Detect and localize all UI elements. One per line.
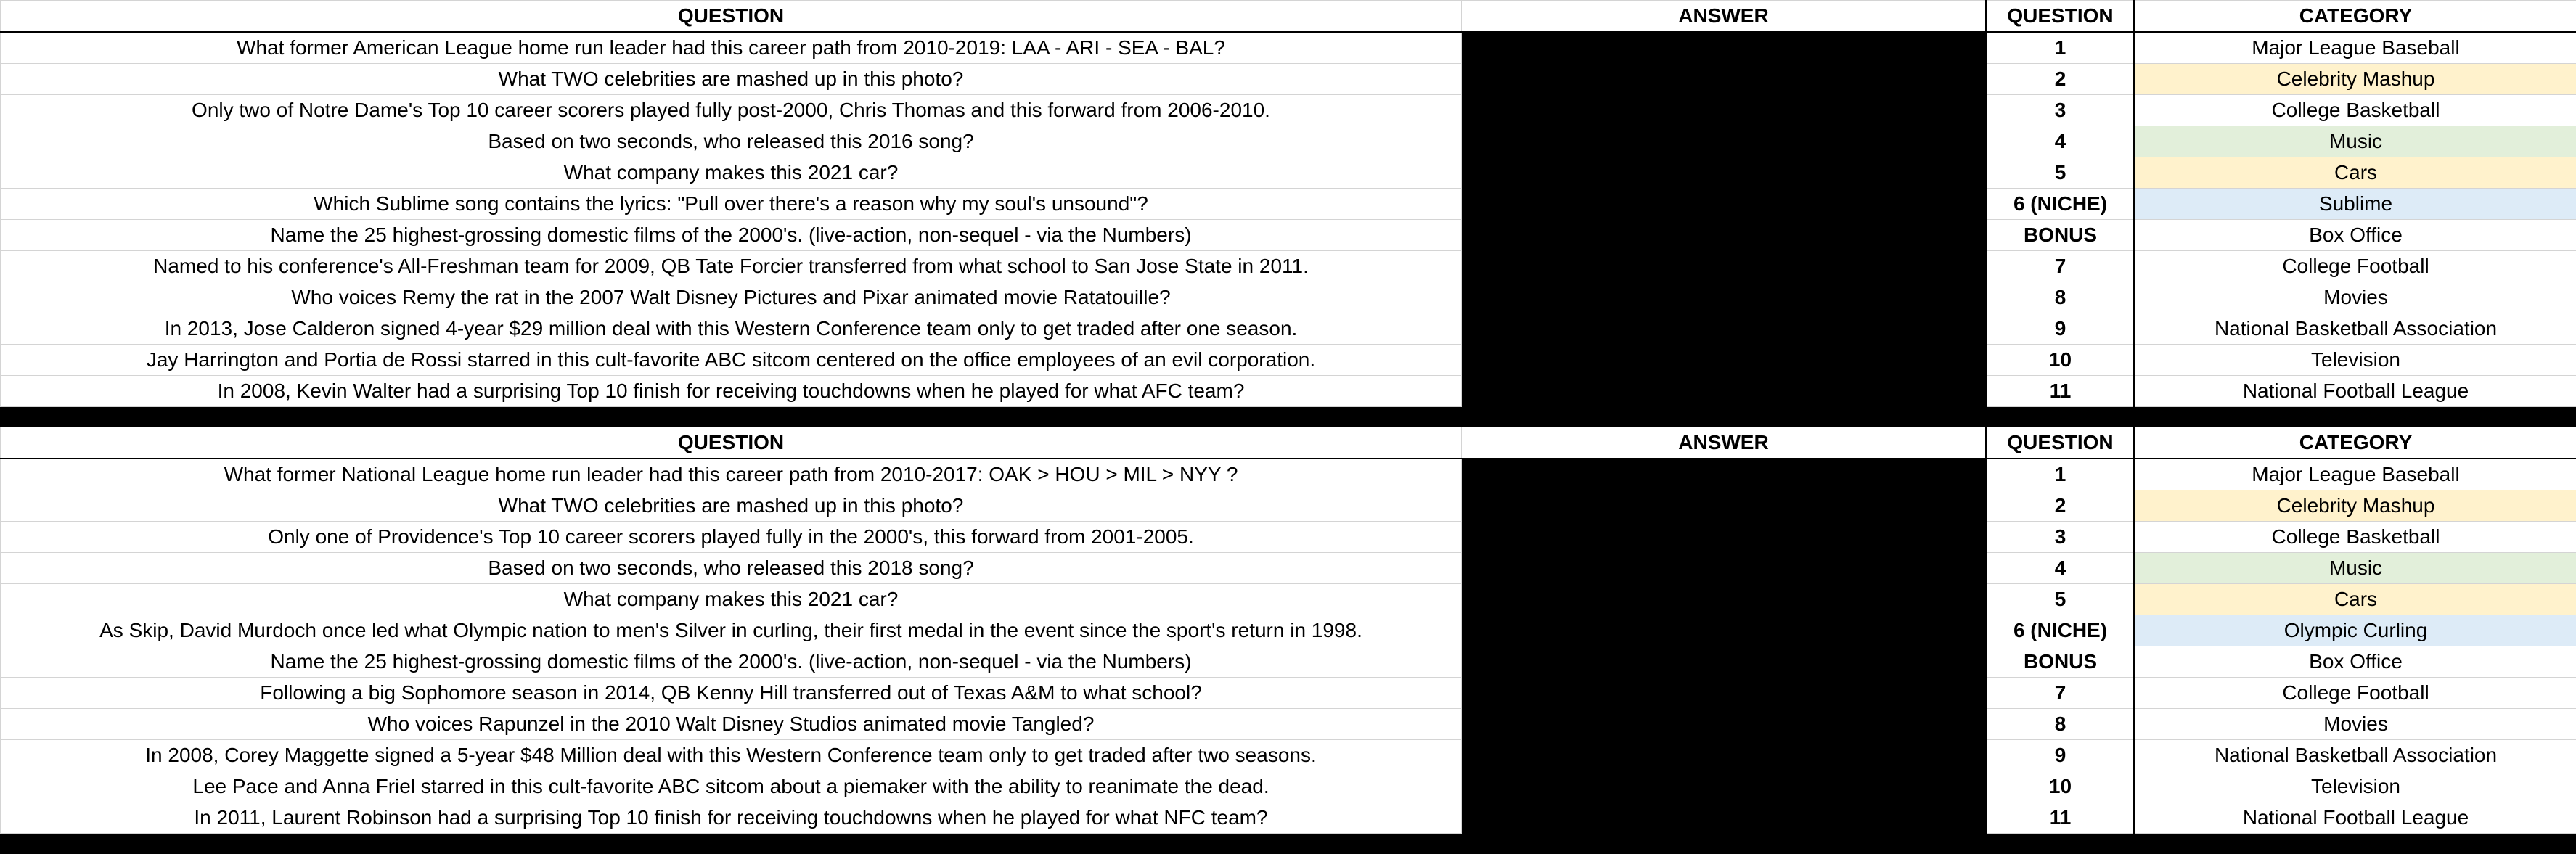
category-cell[interactable]: National Football League (2135, 376, 2576, 407)
trivia-table-1 (0, 0, 2576, 407)
question-column-header[interactable]: QUESTION (1, 427, 1462, 459)
answer-cell-hidden[interactable] (1462, 646, 1987, 678)
question-number-column-header[interactable]: QUESTION (1987, 1, 2135, 33)
category-cell[interactable]: College Football (2135, 678, 2576, 709)
question-number-cell[interactable]: 8 (1987, 709, 2135, 740)
category-cell[interactable]: Cars (2135, 157, 2576, 189)
table-row (1, 771, 2576, 802)
question-number-cell[interactable]: 11 (1987, 802, 2135, 834)
answer-cell-hidden[interactable] (1462, 32, 1987, 64)
table-row (1, 459, 2576, 490)
answer-cell-hidden[interactable] (1462, 490, 1987, 522)
question-cell[interactable]: Lee Pace and Anna Friel starred in this cult-favorite ABC sitcom about a piemaker with the ability to reanimate the dead. (1, 771, 1462, 802)
answer-cell-hidden[interactable] (1462, 220, 1987, 251)
category-cell[interactable]: College Basketball (2135, 95, 2576, 126)
question-cell[interactable]: Jay Harrington and Portia de Rossi starred in this cult-favorite ABC sitcom centered on the office employees of an evil corporation. (1, 345, 1462, 376)
category-cell[interactable]: Major League Baseball (2135, 32, 2576, 64)
answer-cell-hidden[interactable] (1462, 678, 1987, 709)
answer-cell-hidden[interactable] (1462, 157, 1987, 189)
table-row (1, 615, 2576, 646)
category-cell[interactable]: College Basketball (2135, 522, 2576, 553)
question-column-header[interactable]: QUESTION (1, 1, 1462, 33)
question-number-cell[interactable]: 9 (1987, 740, 2135, 771)
category-cell[interactable]: Movies (2135, 282, 2576, 313)
question-cell[interactable]: Only one of Providence's Top 10 career scorers played fully in the 2000's, this forward from 2001-2005. (1, 522, 1462, 553)
header-row (1, 427, 2576, 459)
question-number-cell[interactable]: 6 (NICHE) (1987, 615, 2135, 646)
answer-cell-hidden[interactable] (1462, 345, 1987, 376)
answer-cell-hidden[interactable] (1462, 522, 1987, 553)
table-row (1, 157, 2576, 189)
category-column-header[interactable]: CATEGORY (2135, 427, 2576, 459)
category-cell[interactable]: Television (2135, 345, 2576, 376)
table-row (1, 802, 2576, 834)
category-column-header[interactable]: CATEGORY (2135, 1, 2576, 33)
question-number-cell[interactable]: 1 (1987, 459, 2135, 490)
answer-cell-hidden[interactable] (1462, 584, 1987, 615)
table-row (1, 282, 2576, 313)
question-number-cell[interactable]: 11 (1987, 376, 2135, 407)
category-cell[interactable]: Box Office (2135, 220, 2576, 251)
category-cell[interactable]: Music (2135, 553, 2576, 584)
answer-cell-hidden[interactable] (1462, 313, 1987, 345)
table-row (1, 32, 2576, 64)
question-cell[interactable]: In 2013, Jose Calderon signed 4-year $29 million deal with this Western Conference team only to get traded after one season. (1, 313, 1462, 345)
header-row (1, 1, 2576, 33)
table-row (1, 64, 2576, 95)
question-cell[interactable]: In 2011, Laurent Robinson had a surprising Top 10 finish for receiving touchdowns when he played for what NFC team? (1, 802, 1462, 834)
question-cell[interactable]: Based on two seconds, who released this 2016 song? (1, 126, 1462, 157)
question-number-cell[interactable]: 3 (1987, 95, 2135, 126)
trivia-table-2 (0, 427, 2576, 834)
question-number-column-header[interactable]: QUESTION (1987, 427, 2135, 459)
answer-cell-hidden[interactable] (1462, 740, 1987, 771)
category-cell[interactable]: Olympic Curling (2135, 615, 2576, 646)
answer-cell-hidden[interactable] (1462, 459, 1987, 490)
question-cell[interactable]: Who voices Rapunzel in the 2010 Walt Disney Studios animated movie Tangled? (1, 709, 1462, 740)
table-row (1, 95, 2576, 126)
question-number-cell[interactable]: 10 (1987, 771, 2135, 802)
category-cell[interactable]: College Football (2135, 251, 2576, 282)
question-cell[interactable]: Name the 25 highest-grossing domestic films of the 2000's. (live-action, non-sequel - via the Numbers) (1, 646, 1462, 678)
category-cell[interactable]: Celebrity Mashup (2135, 64, 2576, 95)
table-row (1, 709, 2576, 740)
category-cell[interactable]: Major League Baseball (2135, 459, 2576, 490)
question-number-cell[interactable]: BONUS (1987, 220, 2135, 251)
question-cell[interactable]: In 2008, Corey Maggette signed a 5-year $48 Million deal with this Western Conference team only to get traded after two seasons. (1, 740, 1462, 771)
category-cell[interactable]: National Football League (2135, 802, 2576, 834)
answer-cell-hidden[interactable] (1462, 615, 1987, 646)
answer-cell-hidden[interactable] (1462, 95, 1987, 126)
question-number-cell[interactable]: 1 (1987, 32, 2135, 64)
question-number-cell[interactable]: 2 (1987, 490, 2135, 522)
table-row (1, 740, 2576, 771)
table-row (1, 313, 2576, 345)
table-row (1, 678, 2576, 709)
question-number-cell[interactable]: 7 (1987, 678, 2135, 709)
question-number-cell[interactable]: 4 (1987, 553, 2135, 584)
table-row (1, 220, 2576, 251)
answer-column-header[interactable]: ANSWER (1462, 427, 1987, 459)
table-row (1, 553, 2576, 584)
category-cell[interactable]: Cars (2135, 584, 2576, 615)
category-cell[interactable]: Television (2135, 771, 2576, 802)
table-row (1, 345, 2576, 376)
question-cell[interactable]: What former National League home run leader had this career path from 2010-2017: OAK > HOU > MIL > NYY ? (1, 459, 1462, 490)
question-number-cell[interactable]: 5 (1987, 157, 2135, 189)
category-cell[interactable]: National Basketball Association (2135, 313, 2576, 345)
category-cell[interactable]: Movies (2135, 709, 2576, 740)
category-cell[interactable]: Music (2135, 126, 2576, 157)
question-number-cell[interactable]: 6 (NICHE) (1987, 189, 2135, 220)
question-number-cell[interactable]: 10 (1987, 345, 2135, 376)
category-cell[interactable]: National Basketball Association (2135, 740, 2576, 771)
question-cell[interactable]: Based on two seconds, who released this 2018 song? (1, 553, 1462, 584)
question-number-cell[interactable]: BONUS (1987, 646, 2135, 678)
question-cell[interactable]: Only two of Notre Dame's Top 10 career scorers played fully post-2000, Chris Thomas and this forward from 2006-2010. (1, 95, 1462, 126)
category-cell[interactable]: Sublime (2135, 189, 2576, 220)
table-row (1, 584, 2576, 615)
question-cell[interactable]: What TWO celebrities are mashed up in this photo? (1, 64, 1462, 95)
question-number-cell[interactable]: 8 (1987, 282, 2135, 313)
answer-column-header[interactable]: ANSWER (1462, 1, 1987, 33)
answer-cell-hidden[interactable] (1462, 126, 1987, 157)
answer-cell-hidden[interactable] (1462, 282, 1987, 313)
question-cell[interactable]: Which Sublime song contains the lyrics: "Pull over there's a reason why my soul's unsound"? (1, 189, 1462, 220)
question-number-cell[interactable]: 9 (1987, 313, 2135, 345)
category-cell[interactable]: Box Office (2135, 646, 2576, 678)
question-cell[interactable]: Name the 25 highest-grossing domestic films of the 2000's. (live-action, non-sequel - via the Numbers) (1, 220, 1462, 251)
answer-cell-hidden[interactable] (1462, 376, 1987, 407)
table-row (1, 490, 2576, 522)
table-row (1, 646, 2576, 678)
answer-cell-hidden[interactable] (1462, 553, 1987, 584)
question-cell[interactable]: In 2008, Kevin Walter had a surprising Top 10 finish for receiving touchdowns when he played for what AFC team? (1, 376, 1462, 407)
answer-cell-hidden[interactable] (1462, 251, 1987, 282)
question-cell[interactable]: Who voices Remy the rat in the 2007 Walt Disney Pictures and Pixar animated movie Ratatouille? (1, 282, 1462, 313)
question-cell[interactable]: What company makes this 2021 car? (1, 584, 1462, 615)
answer-cell-hidden[interactable] (1462, 64, 1987, 95)
question-cell[interactable]: What TWO celebrities are mashed up in this photo? (1, 490, 1462, 522)
question-number-cell[interactable]: 5 (1987, 584, 2135, 615)
answer-cell-hidden[interactable] (1462, 189, 1987, 220)
table-row (1, 522, 2576, 553)
answer-cell-hidden[interactable] (1462, 771, 1987, 802)
table-row (1, 189, 2576, 220)
question-number-cell[interactable]: 2 (1987, 64, 2135, 95)
question-number-cell[interactable]: 3 (1987, 522, 2135, 553)
question-number-cell[interactable]: 7 (1987, 251, 2135, 282)
question-cell[interactable]: Named to his conference's All-Freshman team for 2009, QB Tate Forcier transferred from what school to San Jose State in 2011. (1, 251, 1462, 282)
question-cell[interactable]: What company makes this 2021 car? (1, 157, 1462, 189)
question-cell[interactable]: Following a big Sophomore season in 2014, QB Kenny Hill transferred out of Texas A&M to what school? (1, 678, 1462, 709)
category-cell[interactable]: Celebrity Mashup (2135, 490, 2576, 522)
answer-cell-hidden[interactable] (1462, 709, 1987, 740)
question-cell[interactable]: What former American League home run leader had this career path from 2010-2019: LAA - ARI - SEA - BAL? (1, 32, 1462, 64)
answer-cell-hidden[interactable] (1462, 802, 1987, 834)
question-cell[interactable]: As Skip, David Murdoch once led what Olympic nation to men's Silver in curling, their first medal in the event since the sport's return in 1998. (1, 615, 1462, 646)
table-row (1, 126, 2576, 157)
table-row (1, 376, 2576, 407)
question-number-cell[interactable]: 4 (1987, 126, 2135, 157)
table-row (1, 251, 2576, 282)
